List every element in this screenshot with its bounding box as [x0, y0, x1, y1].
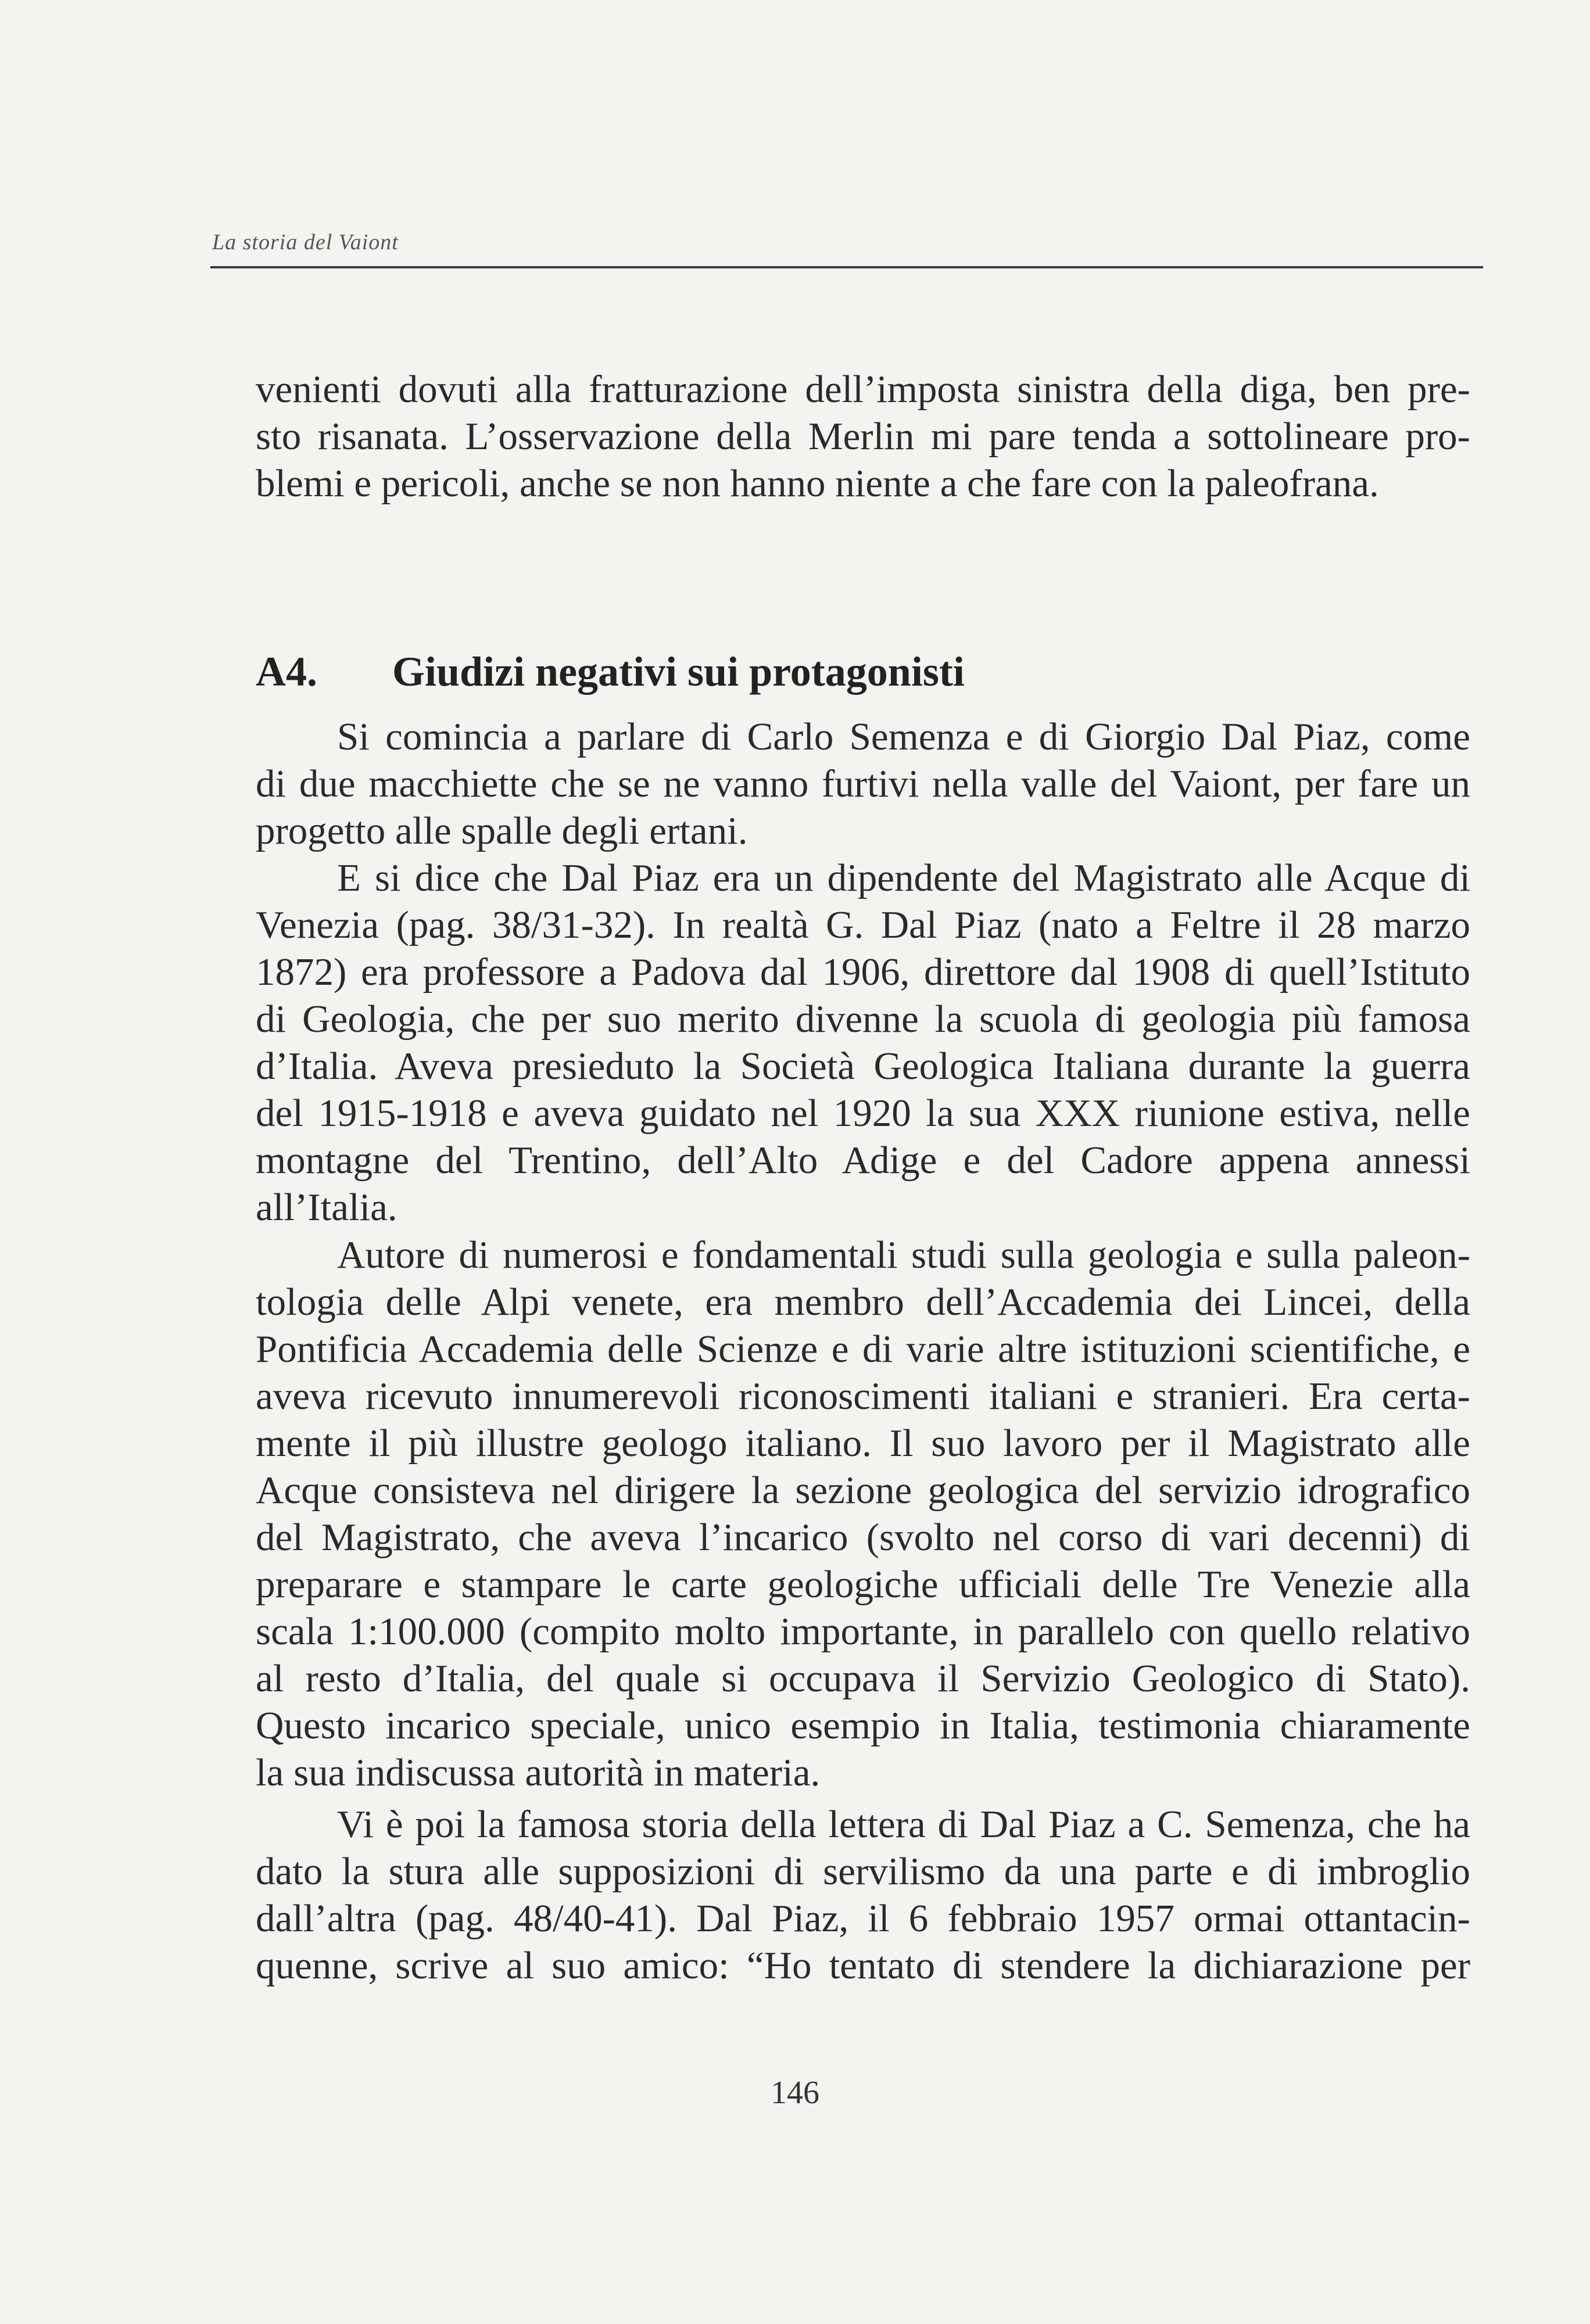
intro-paragraph [256, 366, 1470, 507]
text-line: all’Italia. [256, 1186, 398, 1229]
text-line: al resto d’Italia, del quale si occupava il Servizio Geologico di Stato). [256, 1657, 1470, 1700]
paragraph [256, 855, 1470, 1231]
text-line: scala 1:100.000 (compito molto importante, in parallelo con quello relativo [256, 1610, 1470, 1653]
text-line: aveva ricevuto innumerevoli riconoscimenti italiani e stranieri. Era certa- [256, 1375, 1470, 1418]
text-line: mente il più illustre geologo italiano. Il suo lavoro per il Magistrato alle [256, 1422, 1470, 1465]
text-line: dato la stura alle supposizioni di servilismo da una parte e di imbroglio [256, 1850, 1470, 1893]
text-line: di due macchiette che se ne vanno furtivi nella valle del Vaiont, per fare un [256, 762, 1470, 805]
text-line: montagne del Trentino, dell’Alto Adige e del Cadore appena annessi [256, 1139, 1470, 1182]
text-line: del Magistrato, che aveva l’incarico (svolto nel corso di vari decenni) di [256, 1516, 1470, 1559]
text-line: Si comincia a parlare di Carlo Semenza e di Giorgio Dal Piaz, come [337, 715, 1470, 758]
text-line: quenne, scrive al suo amico: “Ho tentato di stendere la dichiarazione per [256, 1944, 1470, 1987]
text-line: Pontificia Accademia delle Scienze e di varie altre istituzioni scientifiche, e [256, 1328, 1470, 1371]
text-line: Questo incarico speciale, unico esempio in Italia, testimonia chiaramente [256, 1704, 1470, 1747]
text-line: Autore di numerosi e fondamentali studi sulla geologia e sulla paleon- [337, 1233, 1470, 1276]
text-line: 1872) era professore a Padova dal 1906, direttore dal 1908 di quell’Istituto [256, 951, 1470, 994]
section-title: Giudizi negativi sui protagonisti [392, 648, 965, 695]
section-number: A4. [256, 648, 317, 695]
text-line: del 1915-1918 e aveva guidato nel 1920 la sua XXX riunione estiva, nelle [256, 1092, 1470, 1135]
text-line: tologia delle Alpi venete, era membro dell’Accademia dei Lincei, della [256, 1281, 1470, 1324]
text-line: Acque consisteva nel dirigere la sezione geologica del servizio idrografico [256, 1469, 1470, 1512]
text-line: sto risanata. L’osservazione della Merlin mi pare tenda a sottolineare pro- [256, 415, 1470, 458]
text-line: blemi e pericoli, anche se non hanno niente a che fare con la paleofrana. [256, 462, 1379, 505]
paragraph [256, 1801, 1470, 1989]
running-head: La storia del Vaiont [212, 230, 399, 254]
text-line: venienti dovuti alla fratturazione dell’imposta sinistra della diga, ben pre- [256, 368, 1470, 411]
section-heading [256, 648, 965, 696]
text-line: preparare e stampare le carte geologiche ufficiali delle Tre Venezie alla [256, 1563, 1470, 1606]
paragraph [256, 1232, 1470, 1796]
text-line: progetto alle spalle degli ertani. [256, 809, 748, 852]
header-rule [210, 266, 1483, 268]
text-line: E si dice che Dal Piaz era un dipendente del Magistrato alle Acque di [337, 856, 1470, 899]
text-line: la sua indiscussa autorità in materia. [256, 1751, 821, 1794]
text-line: dall’altra (pag. 48/40-41). Dal Piaz, il 6 febbraio 1957 ormai ottantacin- [256, 1897, 1470, 1940]
text-line: Vi è poi la famosa storia della lettera di Dal Piaz a C. Semenza, che ha [337, 1803, 1470, 1846]
text-line: di Geologia, che per suo merito divenne la scuola di geologia più famosa [256, 998, 1470, 1041]
text-line: d’Italia. Aveva presieduto la Società Geologica Italiana durante la guerra [256, 1045, 1470, 1088]
paragraph [256, 713, 1470, 855]
text-line: Venezia (pag. 38/31-32). In realtà G. Dal Piaz (nato a Feltre il 28 marzo [256, 903, 1470, 946]
page-number: 146 [771, 2075, 819, 2111]
